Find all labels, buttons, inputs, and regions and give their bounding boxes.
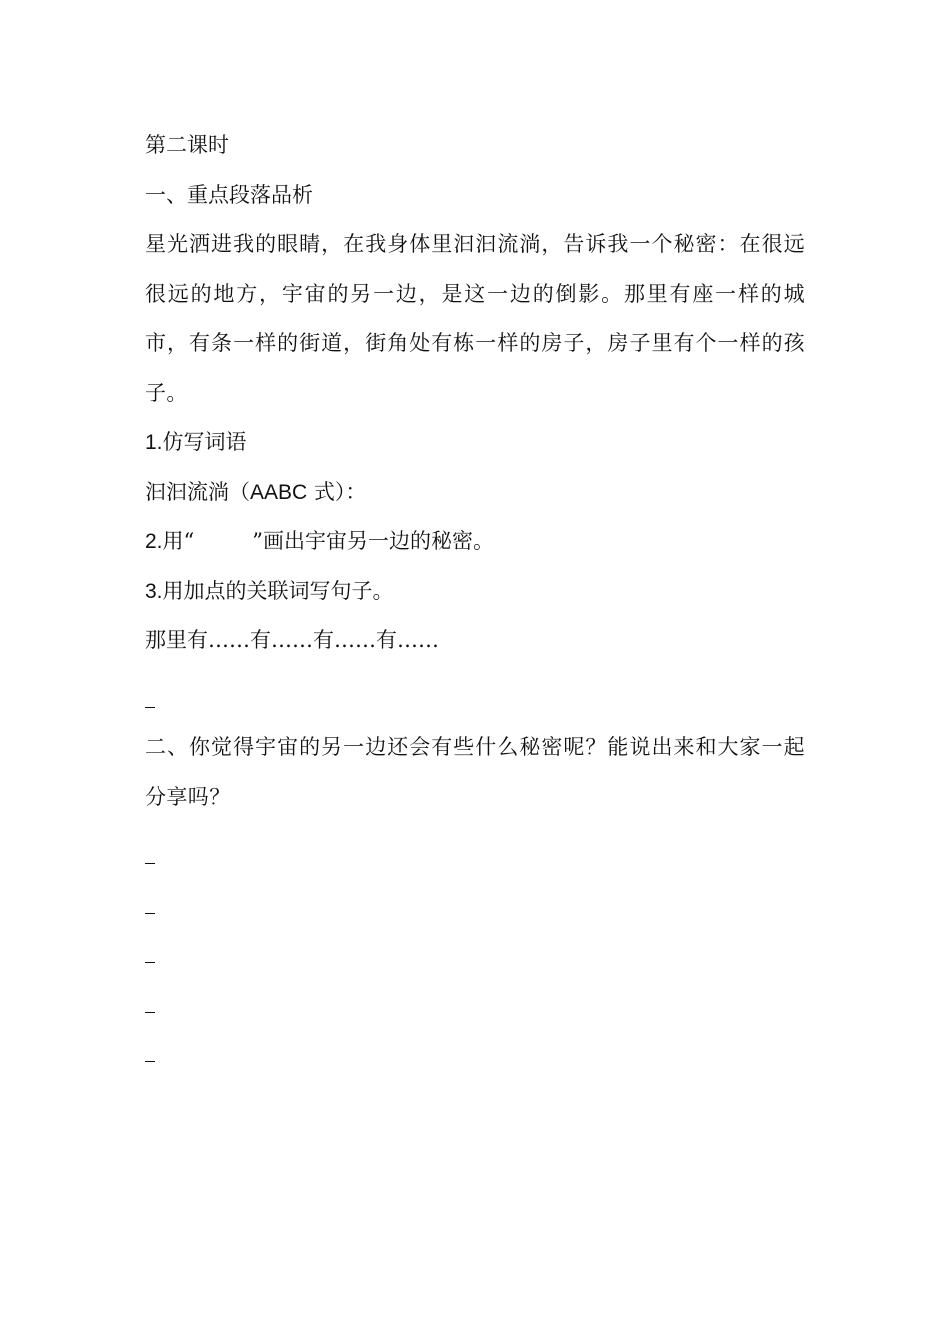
answer-line-mark — [145, 1012, 155, 1013]
passage-paragraph: 星光洒进我的眼睛，在我身体里汩汩流淌，告诉我一个秘密：在很远很远的地方，宇宙的另一边，是这一边的倒影。那里有座一样的城市，有条一样的街道，街角处有栋一样的房子，房子里有个一样的孩子。 — [145, 232, 805, 405]
question-3-pattern: 那里有……有……有……有…… — [145, 628, 439, 652]
question-2 — [145, 517, 805, 567]
spacer — [145, 666, 805, 674]
question-2-prefix: 用“ — [162, 529, 195, 553]
answer-line — [145, 1028, 805, 1078]
question-1-prompt — [145, 468, 805, 518]
question-3-text: 用加点的关联词写句子。 — [162, 578, 394, 603]
question-1-prompt-pattern: AABC — [250, 480, 308, 504]
question-2-number: 2. — [145, 530, 163, 553]
answer-line — [145, 830, 805, 880]
question-1-text: 仿写词语 — [162, 430, 247, 454]
answer-line — [145, 880, 805, 930]
answer-line-mark — [145, 707, 155, 708]
question-1-prompt-word: 汩汩流淌（ — [145, 479, 250, 504]
question-1 — [145, 418, 805, 468]
answer-line-mark — [145, 863, 155, 864]
section-heading-discussion: 二、你觉得宇宙的另一边还会有些什么秘密呢？能说出来和大家一起分享吗？ — [145, 735, 805, 809]
question-2-suffix: ”画出宇宙另一边的秘密。 — [252, 529, 495, 553]
document-page — [145, 121, 805, 1078]
question-1-prompt-suffix: 式）： — [307, 479, 367, 504]
answer-line-mark — [145, 962, 155, 963]
answer-line-mark — [145, 913, 155, 914]
question-3-number: 3. — [145, 579, 163, 603]
answer-line-mark — [145, 1061, 155, 1062]
answer-line — [145, 979, 805, 1029]
question-1-number: 1. — [145, 431, 163, 454]
spacer — [145, 822, 805, 830]
lesson-title: 第二课时 — [145, 133, 229, 157]
question-3 — [145, 567, 805, 617]
answer-line — [145, 674, 805, 724]
section-heading-key-paragraph: 一、重点段落品析 — [145, 182, 313, 207]
answer-line — [145, 929, 805, 979]
